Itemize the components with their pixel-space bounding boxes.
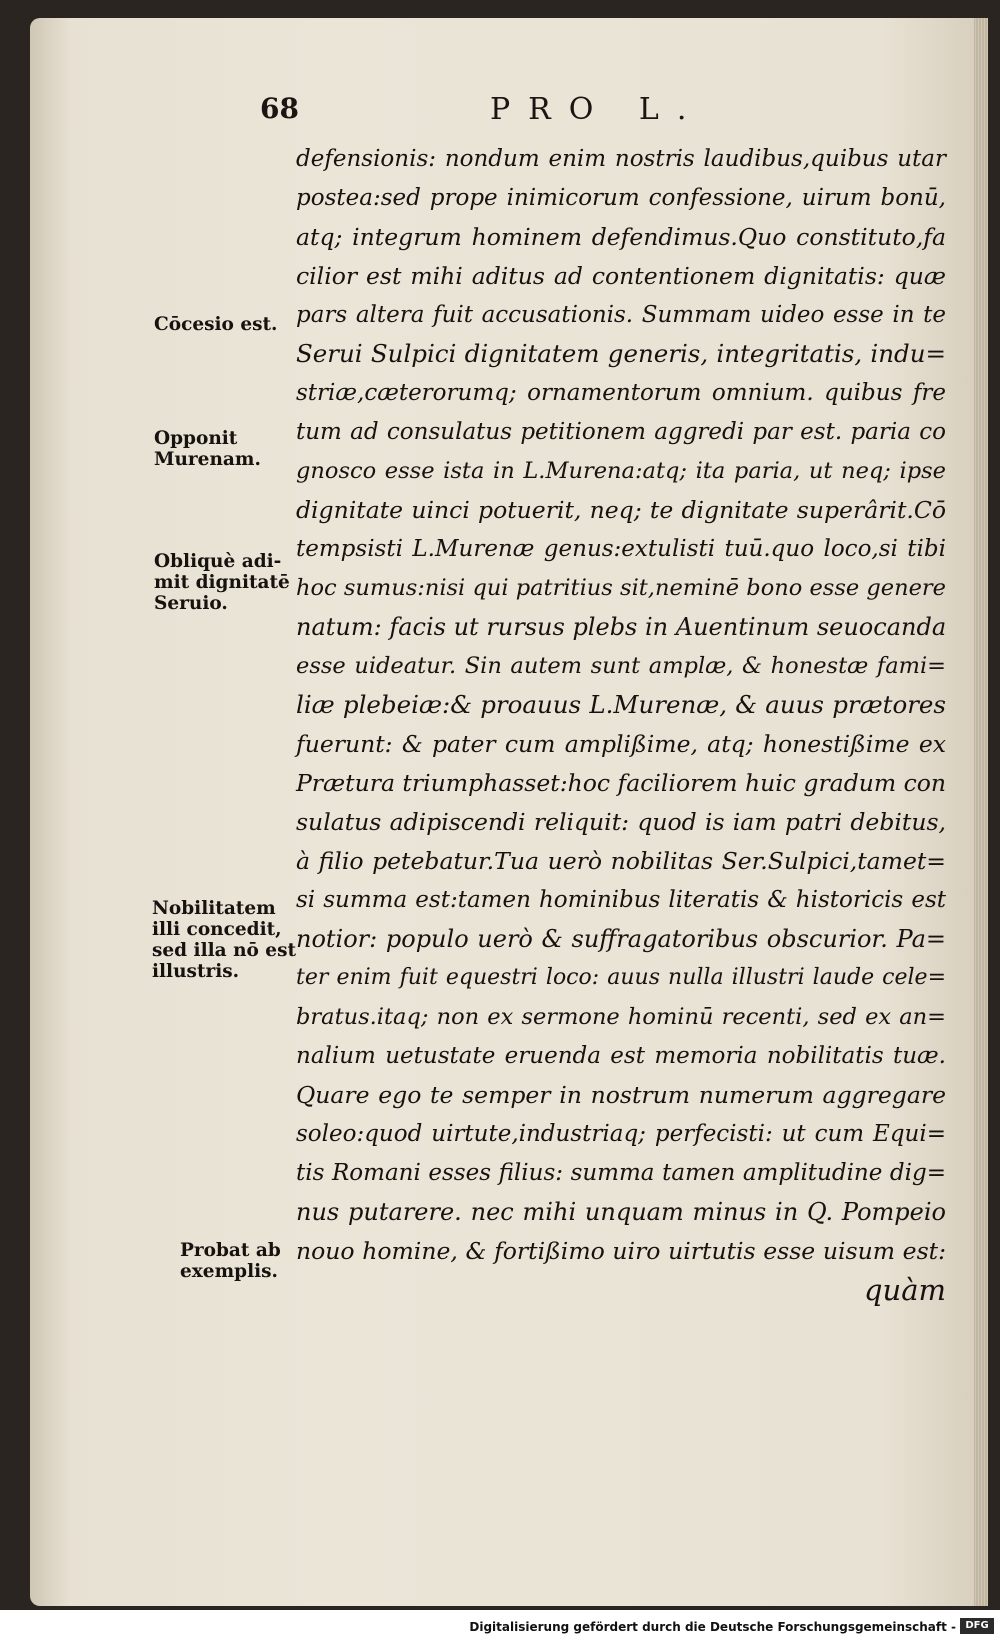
- text-line: nouo homine, & fortißimo uiro uirtutis esse uisum est:: [296, 1237, 946, 1265]
- text-line: Prætura triumphasset:hoc faciliorem huic gradum con: [296, 769, 947, 797]
- page-edge: [974, 18, 988, 1606]
- margin-note-line: exemplis.: [180, 1261, 278, 1282]
- margin-note-line: Seruio.: [154, 593, 228, 614]
- text-line: natum: facis ut rursus plebs in Auentinum seuocanda: [296, 613, 947, 641]
- margin-note: [180, 1240, 281, 1282]
- margin-note: [152, 898, 296, 982]
- running-head: [260, 92, 740, 132]
- text-line: atq; integrum hominem defendimus.Quo constituto,fa: [296, 223, 946, 251]
- text-line: nalium uetustate eruenda est memoria nobilitatis tuæ.: [296, 1043, 946, 1069]
- text-line: notior: populo uerò & suffragatoribus obscurior. Pa=: [296, 925, 946, 953]
- funding-credit: Digitalisierung gefördert durch die Deutsche Forschungsgemeinschaft -: [469, 1620, 956, 1634]
- text-line: fuerunt: & pater cum amplißime, atq; honestißime ex: [296, 730, 946, 758]
- margin-note-line: Murenam.: [154, 449, 261, 470]
- margin-note-line: Nobilitatem: [152, 898, 276, 919]
- text-line: striæ,cæterorumq; ornamentorum omnium. quibus fre: [296, 380, 946, 406]
- text-line: tum ad consulatus petitionem aggredi par est. paria co: [296, 419, 946, 445]
- text-line: hoc sumus:nisi qui patritius sit,neminē bono esse genere: [296, 575, 946, 601]
- text-line: esse uideatur. Sin autem sunt amplæ, & honestæ fami=: [296, 653, 946, 679]
- text-line: gnosco esse ista in L.Murena:atq; ita paria, ut neq; ipse: [296, 458, 946, 484]
- margin-note: [154, 551, 290, 614]
- margin-note: [154, 314, 278, 335]
- text-line: ter enim fuit equestri loco: auus nulla illustri laude cele=: [296, 965, 946, 990]
- text-line: pars altera fuit accusationis. Summam uideo esse in te: [296, 302, 946, 328]
- text-line: defensionis: nondum enim nostris laudibus,quibus utar: [296, 146, 946, 172]
- margin-note-line: Obliquè adi-: [154, 551, 282, 572]
- margin-note-line: Probat ab: [180, 1240, 281, 1261]
- text-line: bratus.itaq; non ex sermone hominū recenti, sed ex an=: [296, 1004, 946, 1030]
- text-line: à filio petebatur.Tua uerò nobilitas Ser.Sulpici,tamet=: [296, 847, 946, 875]
- margin-note-line: Opponit: [154, 428, 238, 449]
- page-number: 68: [260, 92, 299, 125]
- running-title: PRO L.: [490, 92, 705, 127]
- text-line: tempsisti L.Murenæ genus:extulisti tuū.quo loco,si tibi: [296, 536, 946, 562]
- text-line: tis Romani esses filius: summa tamen amplitudine dig=: [296, 1160, 946, 1186]
- footer-bar: [0, 1610, 1000, 1643]
- text-line: liæ plebeiæ:& proauus L.Murenæ, & auus prætores: [296, 690, 946, 719]
- margin-note: [154, 428, 261, 470]
- text-line: sulatus adipiscendi reliquit: quod is iam patri debitus,: [296, 808, 946, 836]
- text-line: Serui Sulpici dignitatem generis, integritatis, indu=: [296, 339, 946, 368]
- margin-note-line: illi concedit,: [152, 919, 282, 940]
- dfg-logo: DFG: [960, 1618, 994, 1634]
- text-line: postea:sed prope inimicorum confessione, uirum bonū,: [296, 185, 946, 211]
- text-line: si summa est:tamen hominibus literatis & historicis est: [296, 887, 946, 913]
- margin-note-line: illustris.: [152, 961, 240, 982]
- text-line: cilior est mihi aditus ad contentionem dignitatis: quæ: [296, 262, 946, 290]
- margin-note-line: sed illa nō est: [152, 940, 297, 961]
- margin-note-line: Cōcesio est.: [154, 314, 278, 335]
- margin-note-line: mit dignitatē: [154, 572, 290, 593]
- text-line: soleo:quod uirtute,industriaq; perfecisti: ut cum Equi=: [296, 1121, 946, 1147]
- text-line: Quare ego te semper in nostrum numerum aggregare: [296, 1081, 946, 1109]
- text-line: dignitate uinci potuerit, neq; te dignitate superârit.Cō: [296, 496, 946, 524]
- catchword: quàm: [863, 1273, 946, 1307]
- text-line: nus putarere. nec mihi unquam minus in Q. Pompeio: [296, 1198, 946, 1226]
